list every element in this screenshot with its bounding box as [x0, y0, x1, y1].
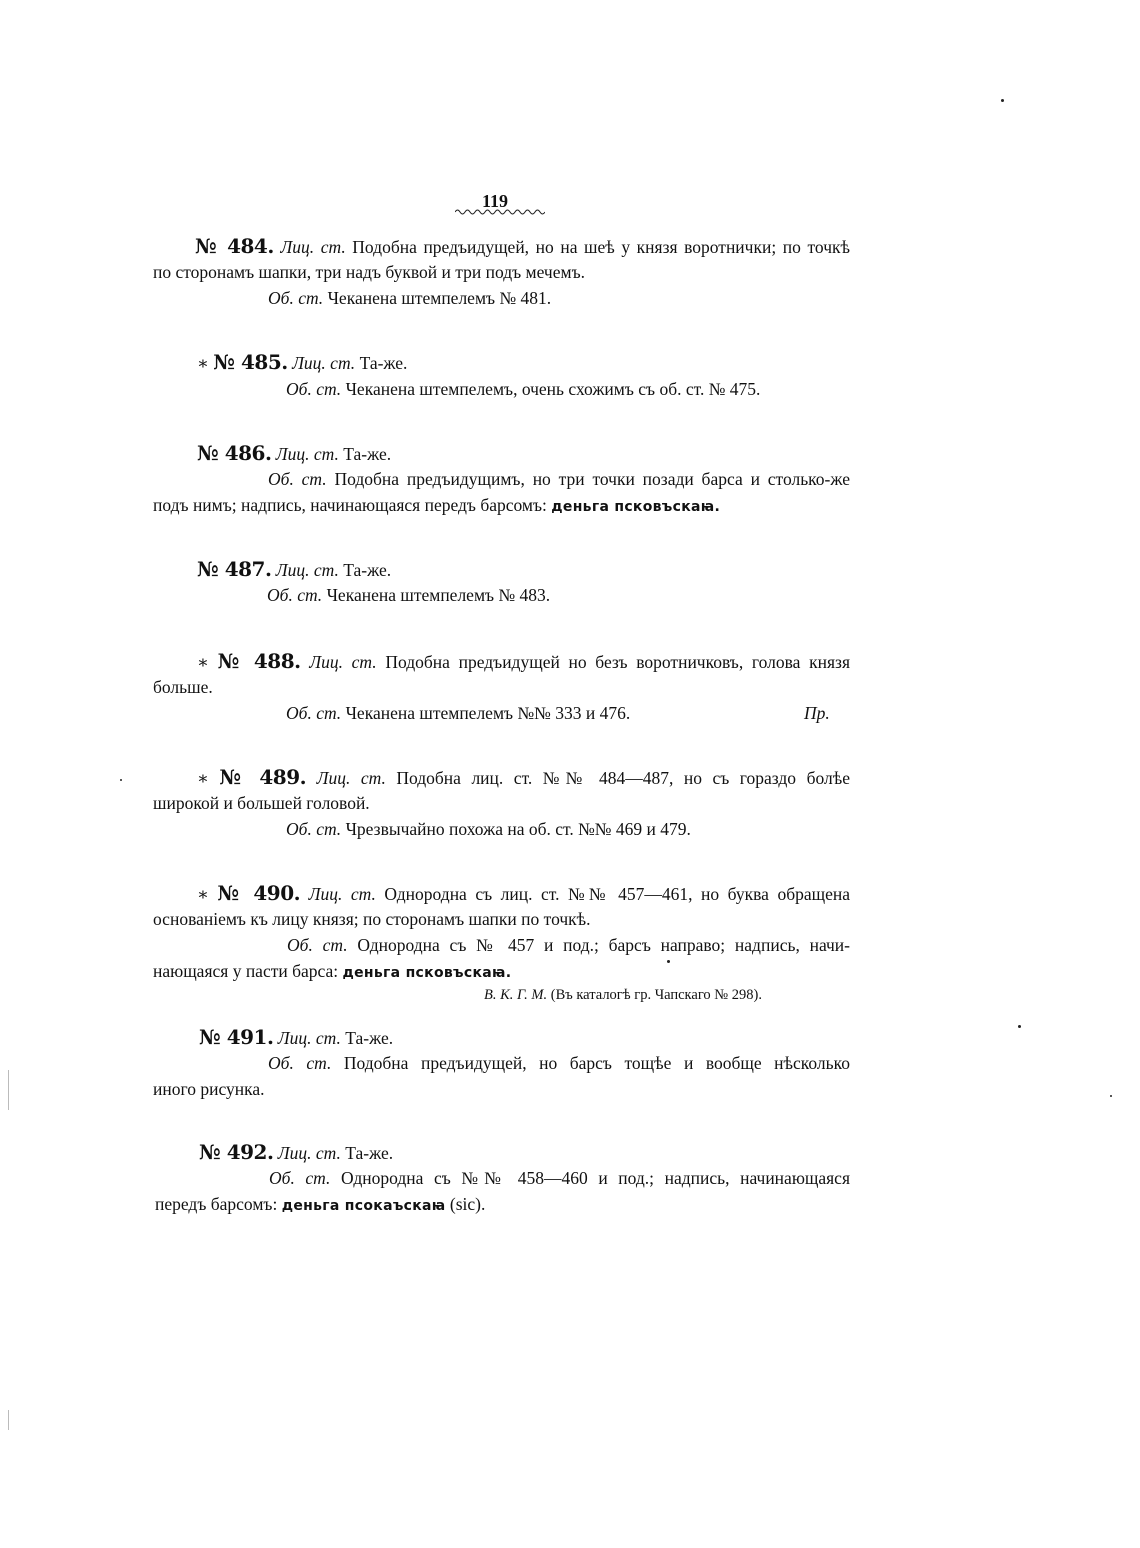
entry-488-reverse — [286, 702, 630, 724]
reverse-label: Об. ст. — [267, 585, 323, 605]
inscription: деньга псковъскаꙗ. — [551, 499, 721, 515]
rarity-star: ∗ — [197, 884, 209, 904]
obverse-label: Лиц. ст. — [316, 768, 386, 788]
rarity-star: ∗ — [197, 353, 209, 373]
scan-speck — [667, 960, 670, 963]
obverse-text: Та-же. — [338, 444, 392, 464]
entry-485-reverse — [286, 378, 760, 400]
entry-491-line-1 — [199, 1026, 393, 1049]
reverse-text: Чрезвычайно похожа на об. ст. №№ 469 и 479. — [341, 819, 691, 839]
entry-number: № 484. — [195, 234, 274, 258]
scan-speck — [1001, 99, 1004, 102]
catalogue-ref: (Въ каталогѣ гр. Чапскаго № 298). — [547, 987, 762, 1003]
obverse-text: Подобна предъидущей, но на шеѣ у князя воротнички; по точкѣ — [345, 237, 850, 257]
reverse-text: Подобна предъидущимъ, но три точки позади барса и столько-же — [326, 469, 850, 489]
obverse-text: Однородна съ лиц. ст. №№ 457—461, но буква обращена — [375, 884, 851, 904]
reverse-text-cont: нающаяся у пасти барса: — [153, 961, 343, 981]
entry-491-line-3: иного рисунка. — [153, 1079, 265, 1099]
reverse-text-cont: подъ нимъ; надпись, начинающаяся передъ барсомъ: — [153, 495, 552, 515]
obverse-label: Лиц. ст. — [308, 884, 376, 904]
obverse-label: Лиц. ст. — [275, 444, 339, 464]
reverse-label: Об. ст. — [286, 703, 342, 723]
reverse-text-tail: (sic). — [445, 1194, 486, 1214]
entry-484-reverse — [268, 287, 551, 309]
obverse-label: Лиц. ст. — [275, 560, 339, 580]
entry-number: № 489. — [219, 765, 307, 789]
obverse-text: Та-же. — [340, 1028, 394, 1048]
entry-486-reverse — [268, 468, 850, 490]
scan-speck — [120, 779, 122, 781]
reverse-label: Об. ст. — [287, 935, 348, 955]
reverse-label: Об. ст. — [268, 1053, 332, 1073]
entry-number: № 486. — [197, 441, 272, 465]
entry-492-line-1 — [199, 1141, 393, 1164]
obverse-text: Подобна лиц. ст. №№ 484—487, но съ гораздо болѣе — [385, 768, 850, 788]
obverse-label: Лиц. ст. — [277, 1028, 341, 1048]
reverse-label: Об. ст. — [268, 469, 327, 489]
entry-489-reverse — [286, 818, 691, 840]
obverse-text: Та-же. — [355, 353, 408, 373]
scan-speck — [1018, 1025, 1021, 1028]
entry-486-line-3 — [153, 494, 720, 518]
rarity-star: ∗ — [197, 652, 209, 672]
reverse-text: Чеканена штемпелемъ, очень схожимъ съ об. ст. № 475. — [341, 379, 761, 399]
entry-488-line-2: больше. — [153, 677, 213, 697]
entry-485-line-1 — [197, 351, 407, 374]
entry-492-line-3 — [155, 1193, 485, 1217]
entry-484-line-1 — [195, 235, 850, 258]
reverse-text: Подобна предъидущей, но барсъ тощѣе и вообще нѣсколько — [331, 1053, 850, 1073]
obverse-label: Лиц. ст. — [277, 1143, 341, 1163]
reverse-label: Об. ст. — [269, 1168, 331, 1188]
entry-number: № 492. — [199, 1140, 274, 1164]
entry-number: № 491. — [199, 1025, 274, 1049]
entry-487-line-1 — [197, 558, 391, 581]
obverse-text: Та-же. — [340, 1143, 394, 1163]
entry-484-line-2: по сторонамъ шапки, три надъ буквой и три подъ мечемъ. — [153, 262, 585, 282]
entry-number: № 485. — [213, 350, 288, 374]
collection-abbr: В. К. Г. М. — [484, 987, 548, 1003]
entry-490-line-4 — [153, 960, 511, 984]
scan-edge-mark — [8, 1410, 9, 1430]
obverse-label: Лиц. ст. — [292, 353, 356, 373]
inscription: деньга псокаъскаꙗ — [281, 1198, 446, 1214]
entry-490-line-1 — [197, 882, 850, 905]
inscription: деньга псковъскаꙗ. — [342, 965, 512, 981]
entry-492-reverse — [269, 1167, 850, 1189]
entry-488-line-1 — [197, 650, 850, 673]
entry-489-line-2: широкой и большей головой. — [153, 793, 370, 813]
reverse-text: Чеканена штемпелемъ №№ 333 и 476. — [341, 703, 631, 723]
obverse-text: Та-же. — [338, 560, 392, 580]
obverse-label: Лиц. ст. — [309, 652, 377, 672]
page-number: 119 — [481, 191, 508, 211]
entry-491-reverse — [268, 1052, 850, 1074]
entry-489-line-1 — [197, 766, 850, 789]
reverse-label: Об. ст. — [268, 288, 324, 308]
scan-speck — [1110, 1095, 1112, 1097]
reverse-text: Чеканена штемпелемъ № 483. — [322, 585, 551, 605]
rarity-star: ∗ — [197, 768, 209, 788]
entry-490-source — [484, 984, 762, 1006]
reverse-text: Чеканена штемпелемъ № 481. — [323, 288, 552, 308]
entry-number: № 488. — [217, 649, 301, 673]
obverse-text: Подобна предъидущей но безъ воротничковъ, голова князя — [376, 652, 850, 672]
page-number-underline — [455, 208, 545, 216]
entry-490-reverse — [287, 934, 850, 956]
entry-488-source: Пр. — [804, 703, 830, 723]
reverse-text: Однородна съ №№ 458—460 и под.; надпись, начинающаяся — [330, 1168, 850, 1188]
entry-487-reverse — [267, 584, 550, 606]
entry-number: № 490. — [217, 881, 301, 905]
obverse-label: Лиц. ст. — [280, 237, 346, 257]
entry-number: № 487. — [197, 557, 272, 581]
reverse-label: Об. ст. — [286, 819, 342, 839]
entry-486-line-1 — [197, 442, 391, 465]
reverse-text-cont: передъ барсомъ: — [155, 1194, 282, 1214]
reverse-label: Об. ст. — [286, 379, 342, 399]
reverse-text: Однородна съ № 457 и под.; барсъ направо; надпись, начи- — [347, 935, 851, 955]
entry-490-line-2: основаніемъ къ лицу князя; по сторонамъ шапки по точкѣ. — [153, 909, 591, 929]
scan-edge-mark — [8, 1070, 9, 1110]
